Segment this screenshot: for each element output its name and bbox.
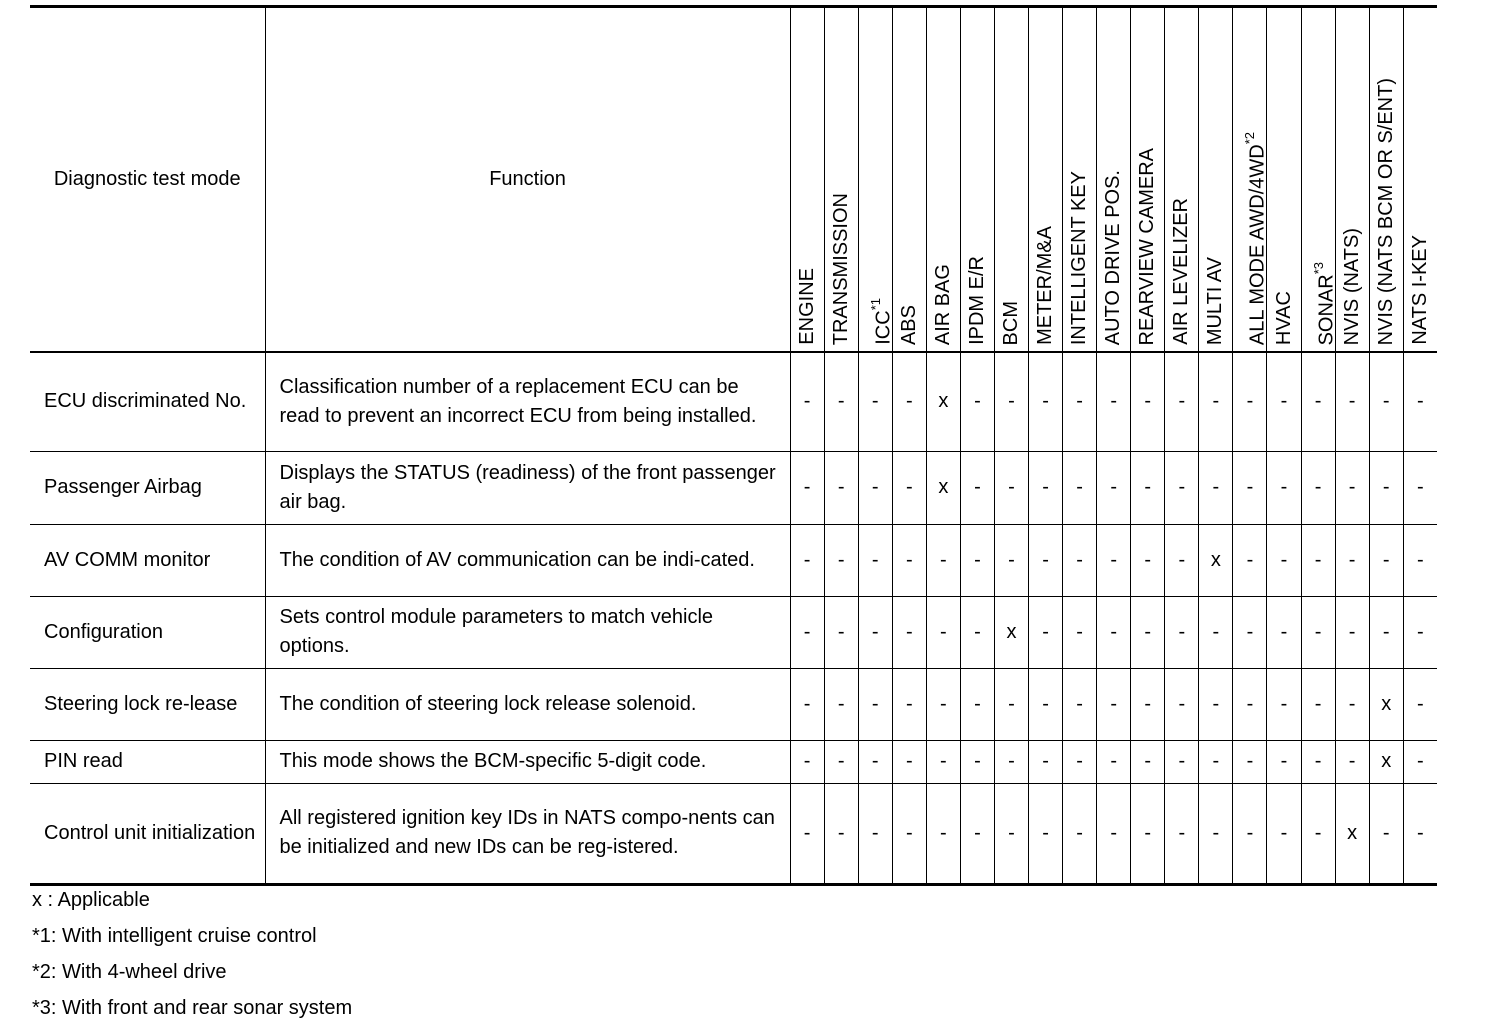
row-mode: AV COMM monitor bbox=[30, 524, 265, 596]
row-mark: - bbox=[892, 524, 926, 596]
table-header-row bbox=[30, 7, 1437, 353]
row-mark: - bbox=[1267, 740, 1301, 783]
row-mark: - bbox=[1403, 783, 1437, 884]
note-1: *1: With intelligent cruise control bbox=[32, 925, 317, 947]
row-mark: - bbox=[824, 596, 858, 668]
row-mark: - bbox=[1301, 668, 1335, 740]
row-mark: - bbox=[960, 783, 994, 884]
row-function: All registered ignition key IDs in NATS compo-nents can be initialized and new IDs can be reg-istered. bbox=[265, 783, 790, 884]
row-mark: - bbox=[1199, 668, 1233, 740]
row-mark: - bbox=[1267, 451, 1301, 524]
table-row bbox=[30, 524, 1437, 596]
row-mark: - bbox=[960, 524, 994, 596]
header-system bbox=[790, 7, 824, 353]
system-label bbox=[825, 193, 858, 345]
header-system bbox=[1369, 7, 1403, 353]
row-mark: - bbox=[790, 451, 824, 524]
row-mark: - bbox=[1267, 352, 1301, 451]
row-mark: - bbox=[926, 596, 960, 668]
row-mark: - bbox=[1403, 740, 1437, 783]
row-mark: - bbox=[1335, 668, 1369, 740]
row-mark: - bbox=[1233, 451, 1267, 524]
row-function: Classification number of a replacement ECU can be read to prevent an incorrect ECU from being installed. bbox=[265, 352, 790, 451]
header-system bbox=[1097, 7, 1131, 353]
row-function: This mode shows the BCM-specific 5-digit code. bbox=[265, 740, 790, 783]
header-system bbox=[994, 7, 1028, 353]
row-mode: Passenger Airbag bbox=[30, 451, 265, 524]
row-mark: - bbox=[790, 740, 824, 783]
row-mark: - bbox=[1403, 352, 1437, 451]
row-mark: - bbox=[1267, 783, 1301, 884]
row-mode: Control unit initialization bbox=[30, 783, 265, 884]
system-label-text: TRANSMISSION bbox=[829, 192, 852, 345]
system-footnote-ref: *3 bbox=[1310, 261, 1326, 274]
row-mark: x bbox=[1369, 740, 1403, 783]
row-mark: - bbox=[994, 451, 1028, 524]
row-mark: x bbox=[926, 451, 960, 524]
row-mark: - bbox=[858, 451, 892, 524]
row-mark: - bbox=[858, 668, 892, 740]
row-mark: - bbox=[960, 740, 994, 783]
row-mark: - bbox=[1029, 596, 1063, 668]
system-label bbox=[1199, 257, 1232, 345]
row-mark: - bbox=[926, 783, 960, 884]
row-mark: - bbox=[1199, 451, 1233, 524]
system-label-text: NVIS (NATS BCM OR S/ENT) bbox=[1374, 77, 1397, 345]
row-mark: - bbox=[1369, 451, 1403, 524]
system-label-text: IPDM E/R bbox=[965, 256, 988, 345]
row-mark: - bbox=[1403, 524, 1437, 596]
row-mark: - bbox=[1097, 783, 1131, 884]
row-mark: - bbox=[1165, 783, 1199, 884]
row-mark: - bbox=[1301, 740, 1335, 783]
system-footnote-ref: *1 bbox=[867, 298, 883, 311]
diagnostic-mode-table bbox=[30, 5, 1437, 886]
row-mark: - bbox=[824, 668, 858, 740]
system-label bbox=[1131, 148, 1164, 345]
row-mark: - bbox=[960, 352, 994, 451]
system-label bbox=[995, 301, 1028, 345]
note-applicable: x : Applicable bbox=[32, 889, 150, 911]
row-mark: - bbox=[1165, 668, 1199, 740]
system-label bbox=[791, 268, 824, 345]
row-mark: - bbox=[1097, 740, 1131, 783]
system-label-text: ENGINE bbox=[795, 268, 818, 345]
row-mark: - bbox=[824, 451, 858, 524]
row-mark: - bbox=[960, 451, 994, 524]
row-mark: - bbox=[1233, 352, 1267, 451]
row-mark: - bbox=[1301, 451, 1335, 524]
header-system bbox=[1403, 7, 1437, 353]
row-mark: - bbox=[1165, 524, 1199, 596]
table-row bbox=[30, 668, 1437, 740]
row-mark: - bbox=[1131, 783, 1165, 884]
system-label bbox=[1165, 198, 1198, 345]
header-diagnostic-test-mode: Diagnostic test mode bbox=[30, 7, 265, 353]
row-mark: - bbox=[1097, 668, 1131, 740]
system-label-text: HVAC bbox=[1272, 290, 1295, 345]
row-mark: - bbox=[892, 783, 926, 884]
row-mark: - bbox=[1029, 783, 1063, 884]
row-mark: - bbox=[1029, 352, 1063, 451]
row-mark: - bbox=[1233, 668, 1267, 740]
table-row bbox=[30, 596, 1437, 668]
row-mark: x bbox=[1199, 524, 1233, 596]
system-footnote-ref: *2 bbox=[1242, 131, 1258, 145]
row-mark: - bbox=[858, 740, 892, 783]
row-mark: - bbox=[858, 596, 892, 668]
row-mark: - bbox=[1369, 783, 1403, 884]
row-mark: - bbox=[1369, 352, 1403, 451]
row-mark: - bbox=[1131, 668, 1165, 740]
row-mode: Steering lock re-lease bbox=[30, 668, 265, 740]
row-mark: - bbox=[824, 740, 858, 783]
row-mark: x bbox=[1335, 783, 1369, 884]
row-mark: - bbox=[1335, 524, 1369, 596]
system-label bbox=[1336, 228, 1369, 345]
row-mark: - bbox=[1403, 451, 1437, 524]
row-mark: - bbox=[1233, 524, 1267, 596]
row-mark: - bbox=[1097, 596, 1131, 668]
row-mark: - bbox=[1369, 524, 1403, 596]
row-mark: - bbox=[1029, 668, 1063, 740]
header-function: Function bbox=[265, 7, 790, 353]
header-system bbox=[960, 7, 994, 353]
diagnostic-mode-table-wrapper bbox=[30, 5, 1437, 886]
row-mark: - bbox=[1199, 740, 1233, 783]
system-label bbox=[1029, 226, 1062, 345]
system-label-text: ABS bbox=[897, 304, 920, 345]
row-mark: - bbox=[1097, 451, 1131, 524]
row-mark: - bbox=[1199, 783, 1233, 884]
row-mark: - bbox=[1335, 352, 1369, 451]
row-mark: - bbox=[1165, 596, 1199, 668]
table-row bbox=[30, 783, 1437, 884]
header-system bbox=[1233, 7, 1270, 353]
row-mark: - bbox=[1097, 352, 1131, 451]
system-label bbox=[893, 305, 926, 345]
row-mark: - bbox=[1063, 524, 1097, 596]
system-label-text: AIR BAG bbox=[931, 263, 954, 345]
row-mark: - bbox=[790, 352, 824, 451]
row-mark: - bbox=[994, 783, 1028, 884]
row-mark: - bbox=[1063, 451, 1097, 524]
row-mark: - bbox=[1233, 596, 1267, 668]
row-mark: - bbox=[1233, 783, 1267, 884]
row-mode: PIN read bbox=[30, 740, 265, 783]
row-mark: - bbox=[1301, 524, 1335, 596]
system-label-text: ICC bbox=[872, 310, 895, 345]
row-function: The condition of steering lock release solenoid. bbox=[265, 668, 790, 740]
row-mark: - bbox=[1267, 668, 1301, 740]
system-label bbox=[927, 264, 960, 345]
row-mark: - bbox=[1063, 740, 1097, 783]
system-label-text: NATS I-KEY bbox=[1408, 235, 1431, 345]
table-body bbox=[30, 352, 1437, 884]
row-mark: - bbox=[1301, 352, 1335, 451]
row-mark: - bbox=[892, 740, 926, 783]
header-system bbox=[824, 7, 858, 353]
row-mark: - bbox=[994, 740, 1028, 783]
system-label-text: METER/M&A bbox=[1034, 226, 1057, 345]
row-function: The condition of AV communication can be indi-cated. bbox=[265, 524, 790, 596]
system-label-text: AUTO DRIVE POS. bbox=[1102, 169, 1125, 345]
row-mark: - bbox=[1131, 451, 1165, 524]
row-mark: x bbox=[1369, 668, 1403, 740]
row-mark: - bbox=[1131, 740, 1165, 783]
row-mark: - bbox=[1233, 740, 1267, 783]
system-label bbox=[1370, 78, 1403, 345]
row-mark: - bbox=[1369, 596, 1403, 668]
row-mode: ECU discriminated No. bbox=[30, 352, 265, 451]
row-mark: - bbox=[1063, 596, 1097, 668]
header-system bbox=[1199, 7, 1233, 353]
row-mark: - bbox=[1063, 668, 1097, 740]
system-label-text: NVIS (NATS) bbox=[1340, 227, 1363, 345]
table-row bbox=[30, 352, 1437, 451]
row-mark: - bbox=[960, 596, 994, 668]
row-mark: - bbox=[1301, 783, 1335, 884]
note-2: *2: With 4-wheel drive bbox=[32, 961, 227, 983]
row-mark: - bbox=[824, 524, 858, 596]
row-mark: - bbox=[1165, 740, 1199, 783]
row-mark: - bbox=[994, 668, 1028, 740]
table-notes bbox=[32, 885, 352, 1029]
system-label bbox=[1268, 291, 1301, 345]
header-system bbox=[1131, 7, 1165, 353]
system-label bbox=[1097, 170, 1130, 345]
row-mark: - bbox=[790, 668, 824, 740]
header-system bbox=[858, 7, 895, 353]
row-mark: - bbox=[994, 524, 1028, 596]
header-system bbox=[1029, 7, 1063, 353]
system-label-text: SONAR bbox=[1315, 273, 1338, 345]
row-mark: - bbox=[926, 668, 960, 740]
row-mark: - bbox=[1267, 524, 1301, 596]
row-mark: - bbox=[790, 524, 824, 596]
row-mark: - bbox=[858, 524, 892, 596]
row-mark: - bbox=[824, 783, 858, 884]
row-mark: - bbox=[1403, 596, 1437, 668]
row-mark: - bbox=[892, 668, 926, 740]
row-mark: - bbox=[858, 352, 892, 451]
row-mark: - bbox=[1165, 451, 1199, 524]
row-mark: - bbox=[1199, 352, 1233, 451]
row-mark: - bbox=[1335, 451, 1369, 524]
row-mark: - bbox=[1131, 352, 1165, 451]
table-row bbox=[30, 451, 1437, 524]
header-system bbox=[1165, 7, 1199, 353]
row-mark: - bbox=[1131, 596, 1165, 668]
table-row bbox=[30, 740, 1437, 783]
row-mark: - bbox=[1267, 596, 1301, 668]
row-mark: - bbox=[1131, 524, 1165, 596]
row-function: Displays the STATUS (readiness) of the front passenger air bag. bbox=[265, 451, 790, 524]
row-mark: - bbox=[1165, 352, 1199, 451]
note-3: *3: With front and rear sonar system bbox=[32, 997, 353, 1019]
row-mark: - bbox=[1097, 524, 1131, 596]
system-label-text: BCM bbox=[1000, 300, 1023, 345]
system-label-text: MULTI AV bbox=[1204, 256, 1227, 345]
row-mark: - bbox=[892, 352, 926, 451]
row-mark: x bbox=[926, 352, 960, 451]
row-mark: - bbox=[1063, 352, 1097, 451]
row-mark: - bbox=[1029, 740, 1063, 783]
row-mark: - bbox=[1199, 596, 1233, 668]
row-mark: - bbox=[790, 783, 824, 884]
system-label-text: INTELLIGENT KEY bbox=[1068, 170, 1091, 345]
row-mark: - bbox=[1063, 783, 1097, 884]
header-system bbox=[1063, 7, 1097, 353]
header-system bbox=[926, 7, 960, 353]
header-system bbox=[1301, 7, 1338, 353]
row-mark: - bbox=[790, 596, 824, 668]
row-mode: Configuration bbox=[30, 596, 265, 668]
row-mark: - bbox=[1029, 451, 1063, 524]
system-label-text: AIR LEVELIZER bbox=[1170, 198, 1193, 345]
system-label-text: ALL MODE AWD/4WD bbox=[1247, 144, 1270, 345]
system-label bbox=[1063, 171, 1096, 345]
header-system bbox=[1335, 7, 1369, 353]
row-mark: - bbox=[1301, 596, 1335, 668]
row-mark: - bbox=[824, 352, 858, 451]
row-mark: - bbox=[1403, 668, 1437, 740]
row-mark: - bbox=[1335, 596, 1369, 668]
row-mark: - bbox=[994, 352, 1028, 451]
row-mark: - bbox=[926, 740, 960, 783]
row-mark: - bbox=[892, 596, 926, 668]
row-mark: - bbox=[960, 668, 994, 740]
row-mark: - bbox=[892, 451, 926, 524]
system-label bbox=[961, 256, 994, 345]
system-label bbox=[1404, 235, 1437, 345]
row-function: Sets control module parameters to match vehicle options. bbox=[265, 596, 790, 668]
row-mark: - bbox=[1335, 740, 1369, 783]
row-mark: - bbox=[1029, 524, 1063, 596]
system-label-text: REARVIEW CAMERA bbox=[1136, 147, 1159, 345]
row-mark: x bbox=[994, 596, 1028, 668]
row-mark: - bbox=[858, 783, 892, 884]
row-mark: - bbox=[926, 524, 960, 596]
